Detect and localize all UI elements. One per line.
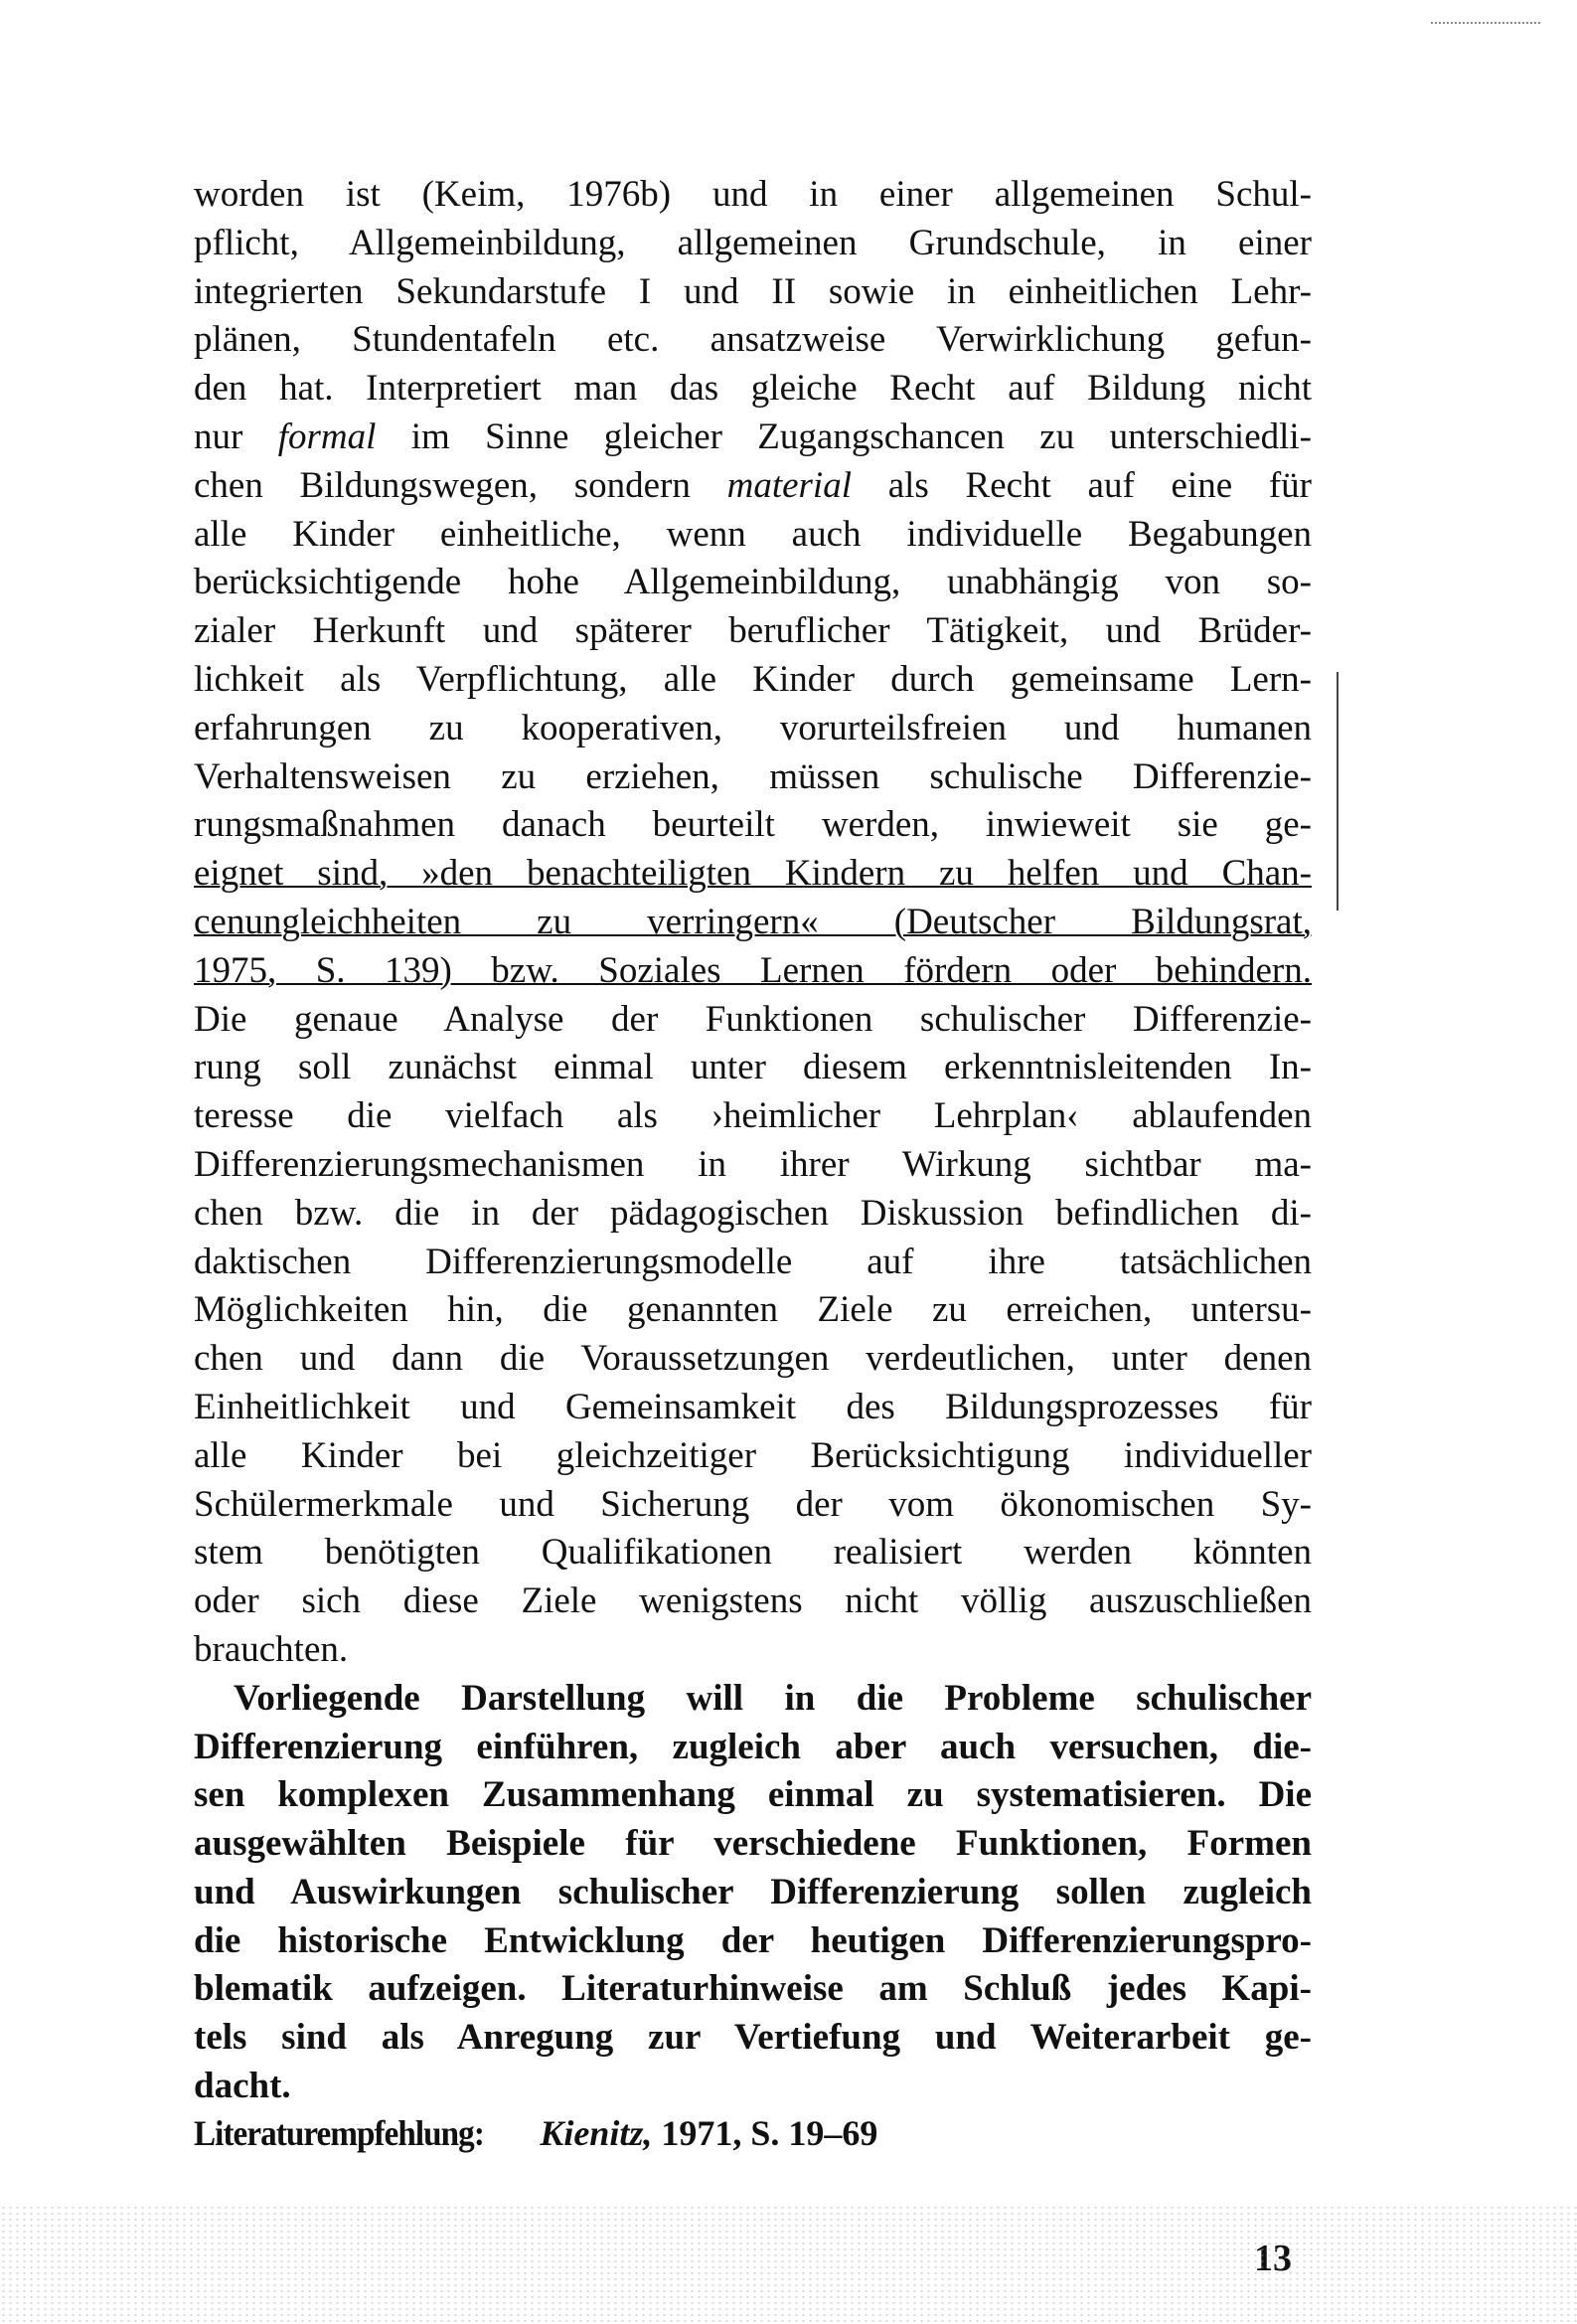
scan-artifact-dots: [1431, 22, 1540, 27]
italic-word-material: material: [726, 464, 852, 506]
text-line: alle Kinder einheitliche, wenn auch individuelle Begabungen: [194, 513, 1312, 555]
text-fragment: chen Bildungswegen, sondern: [194, 464, 727, 506]
literature-reference: 1971, S. 19–69: [661, 2113, 878, 2153]
text-line: und Auswirkungen schulischer Differenzierung sollen zugleich: [194, 1871, 1312, 1912]
text-line: daktischen Differenzierungsmodelle auf ihre tatsächlichen: [194, 1241, 1312, 1282]
text-line: oder sich diese Ziele wenigstens nicht völlig auszuschließen: [194, 1580, 1312, 1622]
scan-noise-texture: [0, 2205, 1577, 2324]
text-line: tels sind als Anregung zur Vertiefung und Weiterarbeit ge-: [194, 2017, 1312, 2059]
text-fragment: nur: [194, 415, 278, 457]
text-line: Möglichkeiten hin, die genannten Ziele zu erreichen, untersu-: [194, 1289, 1312, 1331]
paragraph-2: [194, 1675, 1312, 2111]
text-line: Einheitlichkeit und Gemeinsamkeit des Bildungsprozesses für: [194, 1386, 1312, 1427]
text-line-with-italic: [194, 462, 1312, 511]
text-line: alle Kinder bei gleichzeitiger Berücksichtigung individueller: [194, 1434, 1312, 1476]
text-line: zialer Herkunft und späterer beruflicher Tätigkeit, und Brüder-: [194, 610, 1312, 652]
literature-label: Literaturempfehlung:: [194, 2113, 484, 2153]
text-line: brauchten.: [194, 1628, 349, 1670]
text-line: Vorliegende Darstellung will in die Probleme schulischer: [234, 1677, 1312, 1719]
text-line: stem benötigten Qualifikationen realisiert werden könnten: [194, 1532, 1312, 1574]
literature-recommendation: [194, 2112, 877, 2154]
text-line: chen und dann die Voraussetzungen verdeutlichen, unter denen: [194, 1338, 1312, 1380]
text-line-underlined: eignet sind, »den benachteiligten Kindern zu helfen und Chan-: [194, 853, 1312, 895]
text-line: lichkeit als Verpflichtung, alle Kinder durch gemeinsame Lern-: [194, 658, 1312, 700]
text-line: teresse die vielfach als ›heimlicher Lehrplan‹ ablaufenden: [194, 1095, 1312, 1137]
text-line: berücksichtigende hohe Allgemeinbildung, unabhängig von so-: [194, 562, 1312, 603]
text-line: plänen, Stundentafeln etc. ansatzweise Verwirklichung gefun-: [194, 319, 1312, 361]
text-line: pflicht, Allgemeinbildung, allgemeinen Grundschule, in einer: [194, 222, 1312, 263]
text-line-with-italic: [194, 414, 1312, 462]
text-line: integrierten Sekundarstufe I und II sowie in einheitlichen Lehr-: [194, 270, 1312, 312]
page-number: 13: [1254, 2238, 1292, 2279]
text-line: ausgewählten Beispiele für verschiedene Funktionen, Formen: [194, 1823, 1312, 1865]
text-line: Verhaltensweisen zu erziehen, müssen schulische Differenzie-: [194, 755, 1312, 797]
text-line: worden ist (Keim, 1976b) und in einer allgemeinen Schul-: [194, 174, 1312, 215]
paragraph-1: [194, 171, 1312, 1675]
text-line: Die genaue Analyse der Funktionen schulischer Differenzie-: [194, 998, 1312, 1040]
text-line-underlined: cenungleichheiten zu verringern« (Deutscher Bildungsrat,: [194, 901, 1312, 942]
text-line: blematik aufzeigen. Literaturhinweise am Schluß jedes Kapi-: [194, 1968, 1312, 2010]
body-text: [194, 171, 1312, 2111]
text-line: erfahrungen zu kooperativen, vorurteilsfreien und humanen: [194, 707, 1312, 748]
text-line: den hat. Interpretiert man das gleiche Recht auf Bildung nicht: [194, 368, 1312, 410]
text-line: Differenzierung einführen, zugleich aber auch versuchen, die-: [194, 1726, 1312, 1767]
text-line: dacht.: [194, 2066, 291, 2107]
text-line: rungsmaßnahmen danach beurteilt werden, inwieweit sie ge-: [194, 804, 1312, 846]
text-line-underlined: 1975, S. 139) bzw. Soziales Lernen fördern oder behindern.: [194, 949, 1312, 991]
text-line: Schülermerkmale und Sicherung der vom ökonomischen Sy-: [194, 1483, 1312, 1525]
margin-pencil-mark: [1337, 672, 1339, 911]
text-line: chen bzw. die in der pädagogischen Diskussion befindlichen di-: [194, 1192, 1312, 1234]
text-fragment: im Sinne gleicher Zugangschancen zu unterschiedli-: [376, 415, 1312, 457]
text-line: die historische Entwicklung der heutigen Differenzierungspro-: [194, 1919, 1312, 1961]
literature-author: Kienitz,: [540, 2113, 653, 2153]
italic-word-formal: formal: [277, 415, 377, 457]
text-line: sen komplexen Zusammenhang einmal zu systematisieren. Die: [194, 1774, 1312, 1816]
text-fragment: als Recht auf eine für: [851, 464, 1312, 506]
text-line: rung soll zunächst einmal unter diesem erkenntnisleitenden In-: [194, 1047, 1312, 1088]
text-line: Differenzierungsmechanismen in ihrer Wirkung sichtbar ma-: [194, 1143, 1312, 1185]
